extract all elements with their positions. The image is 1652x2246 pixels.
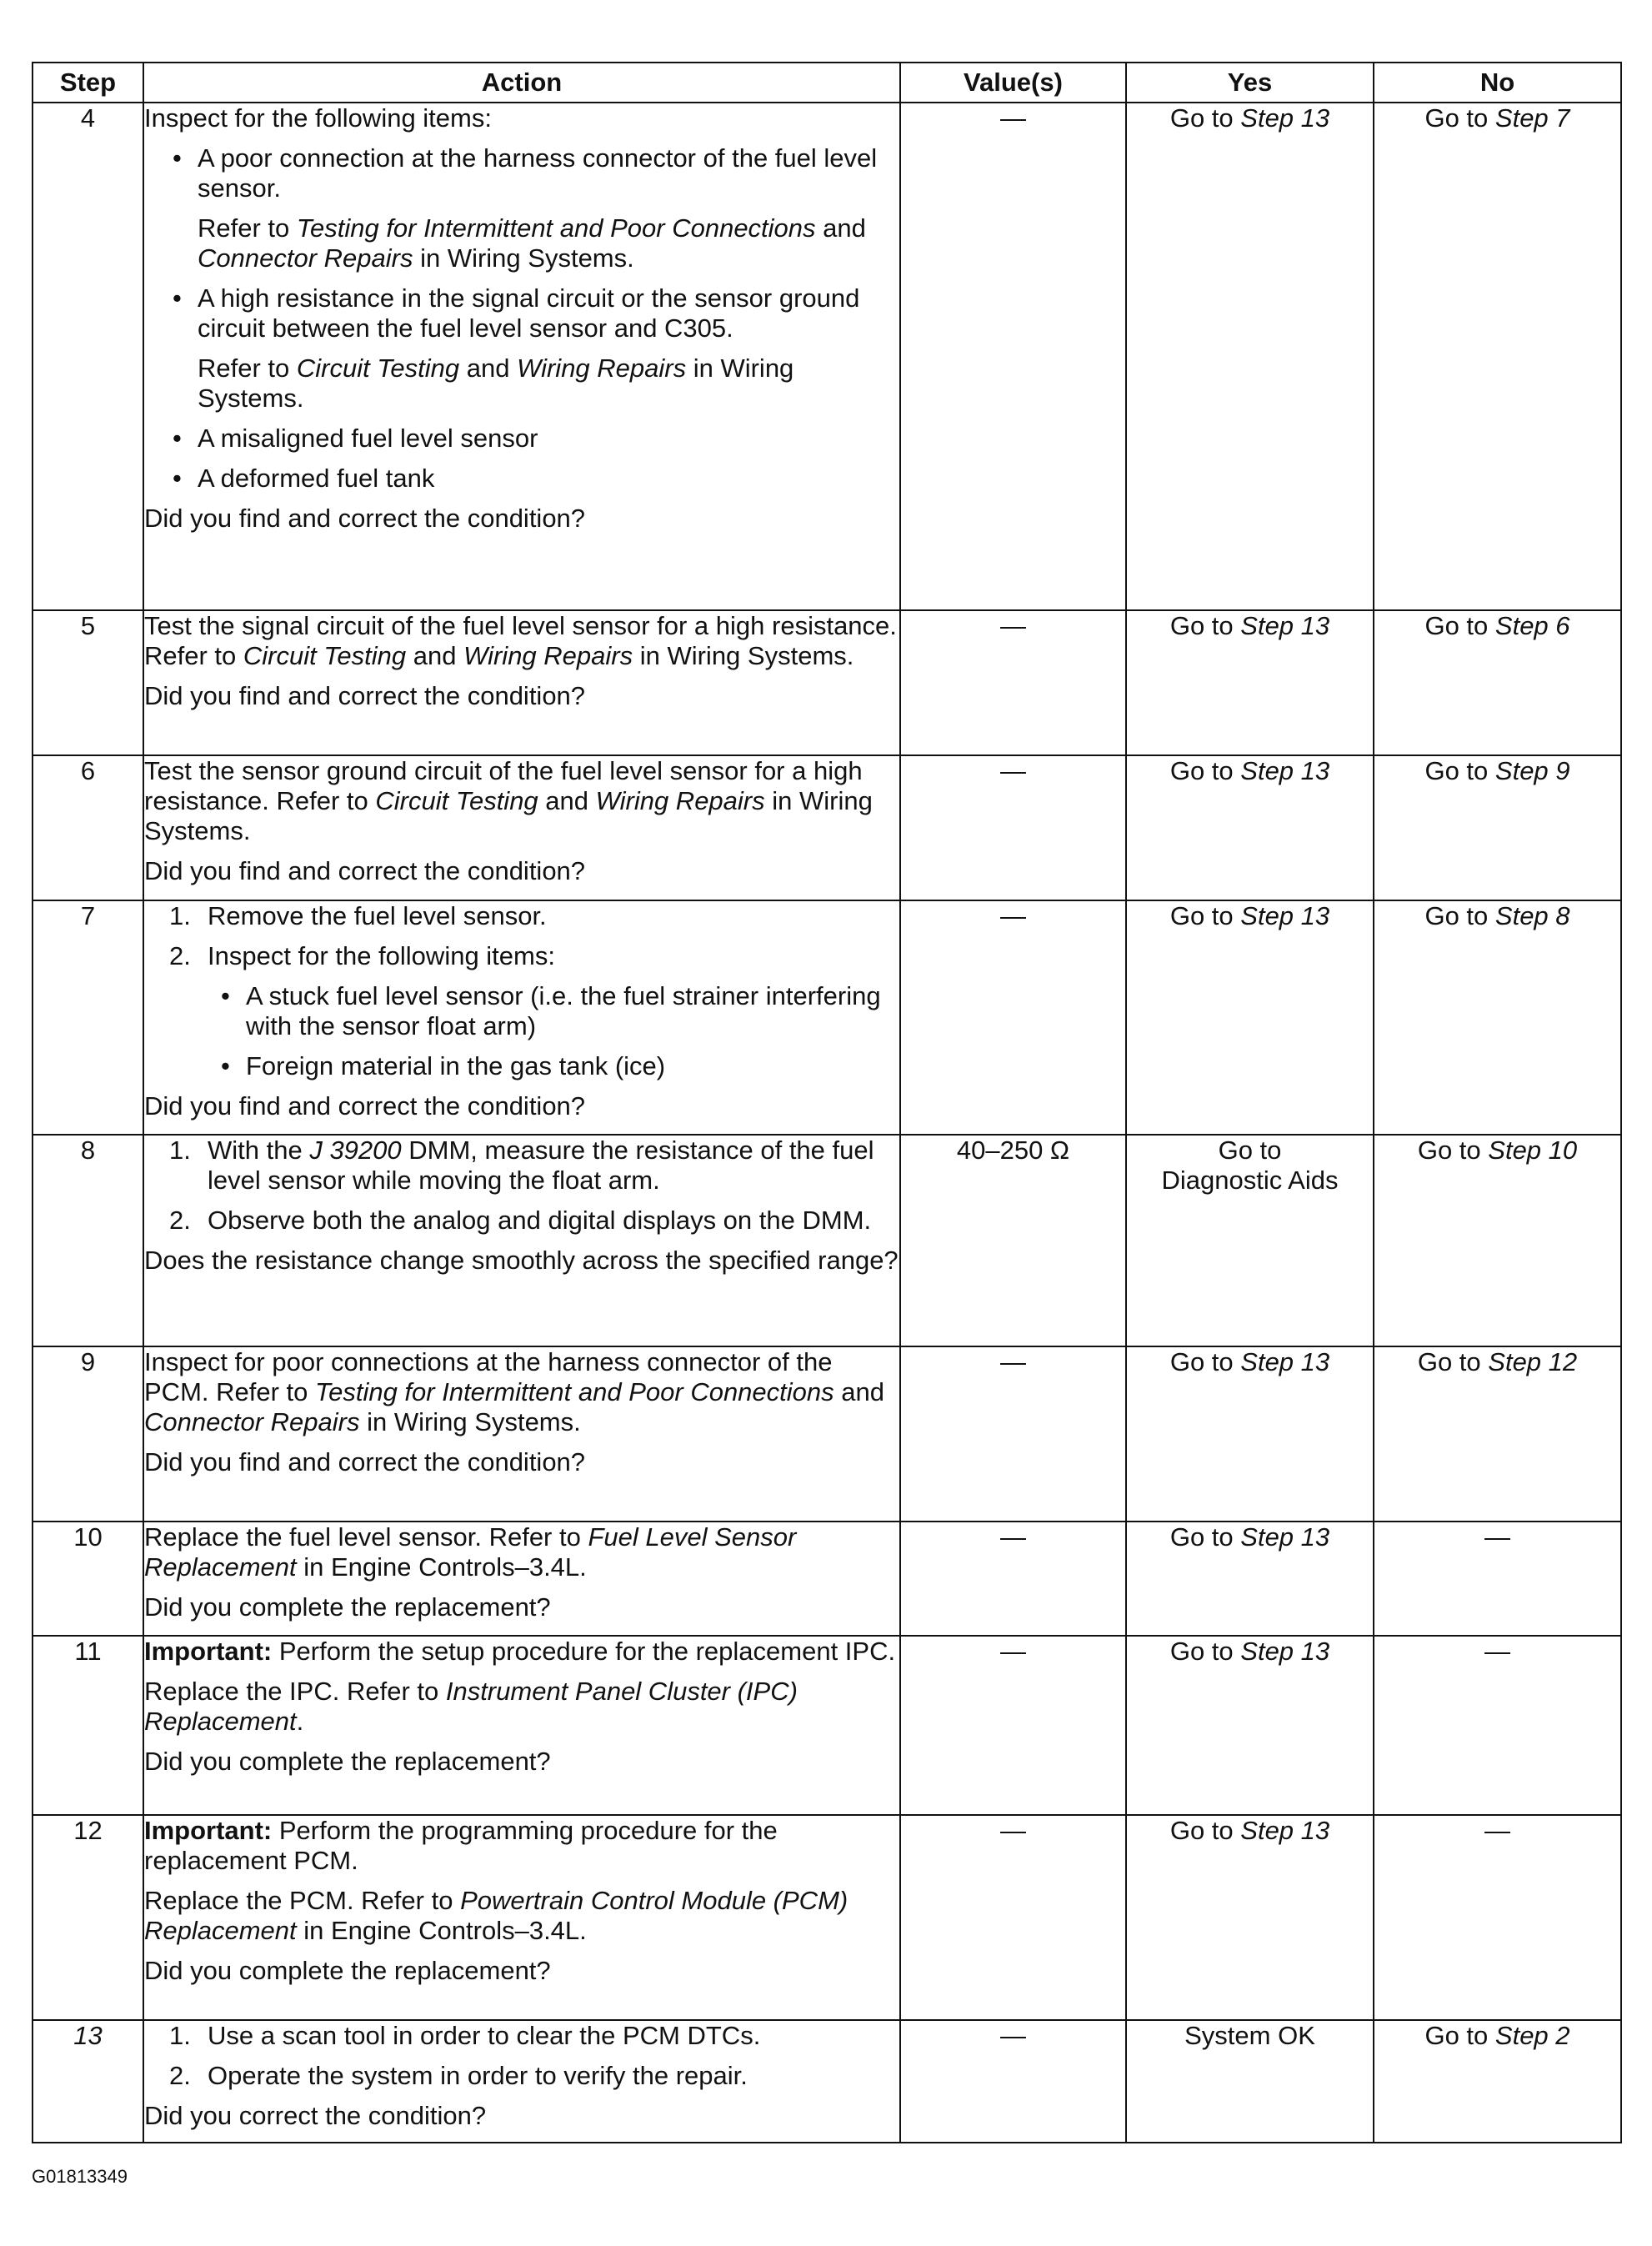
action-intro: Inspect for the following items: <box>144 103 492 133</box>
yes-cell: Go to Step 13 <box>1126 1636 1374 1815</box>
step-number: 12 <box>33 1815 143 2020</box>
action-cell <box>143 1815 900 2020</box>
action-cell <box>143 1636 900 1815</box>
action-question: Did you find and correct the condition? <box>144 1091 586 1120</box>
table-row-step-6 <box>33 755 1621 900</box>
action-question: Did you complete the replacement? <box>144 1592 551 1622</box>
action-cell <box>143 610 900 755</box>
action-cell <box>143 1135 900 1346</box>
action-question: Did you correct the condition? <box>144 2101 487 2130</box>
action-question: Did you complete the replacement? <box>144 1956 551 1985</box>
no-cell: Go to Step 12 <box>1374 1346 1621 1522</box>
action-question: Did you complete the replacement? <box>144 1747 551 1776</box>
action-text: Replace the IPC. Refer to Instrument Panel Cluster (IPC) Replacement. <box>144 1677 798 1736</box>
sub-bullet: • A stuck fuel level sensor (i.e. the fuel strainer interfering with the sensor float arm) <box>144 981 899 1041</box>
table-row-step-11 <box>33 1636 1621 1815</box>
no-cell: — <box>1374 1522 1621 1636</box>
value-cell: — <box>900 2020 1126 2143</box>
diagnostic-table <box>32 62 1622 2143</box>
yes-cell: Go to Step 13 <box>1126 900 1374 1135</box>
action-question: Did you find and correct the condition? <box>144 1447 586 1476</box>
step-number: 7 <box>33 900 143 1135</box>
value-cell: — <box>900 610 1126 755</box>
step-number: 5 <box>33 610 143 755</box>
action-text: Inspect for poor connections at the harness connector of the PCM. Refer to Testing for Intermittent and Poor Connections and Connector Repairs in Wiring Systems. <box>144 1347 884 1436</box>
header-values: Value(s) <box>900 63 1126 103</box>
step-number: 10 <box>33 1522 143 1636</box>
action-bullet: • A deformed fuel tank <box>144 464 899 494</box>
header-step: Step <box>33 63 143 103</box>
table-row-step-12 <box>33 1815 1621 2020</box>
important-note: Important: Perform the programming procedure for the replacement PCM. <box>144 1816 778 1875</box>
value-cell: 40–250 Ω <box>900 1135 1126 1346</box>
action-cell <box>143 755 900 900</box>
action-question: Did you find and correct the condition? <box>144 504 586 533</box>
action-text: Test the sensor ground circuit of the fuel level sensor for a high resistance. Refer to Circuit Testing and Wiring Repairs in Wiring Systems. <box>144 756 873 845</box>
no-cell: Go to Step 10 <box>1374 1135 1621 1346</box>
table-row-step-13 <box>33 2020 1621 2143</box>
yes-cell: Go to Step 13 <box>1126 755 1374 900</box>
action-question: Does the resistance change smoothly across the specified range? <box>144 1246 899 1275</box>
numbered-item: 1. With the J 39200 DMM, measure the resistance of the fuel level sensor while moving the float arm. <box>169 1136 874 1195</box>
figure-id: G01813349 <box>32 2166 128 2187</box>
numbered-item: 2. Inspect for the following items: <box>169 941 555 970</box>
action-text: Replace the fuel level sensor. Refer to Fuel Level Sensor Replacement in Engine Controls–3.4L. <box>144 1522 797 1582</box>
action-bullet: • A poor connection at the harness connector of the fuel level sensor. <box>144 143 899 203</box>
action-cell <box>143 1346 900 1522</box>
no-cell: Go to Step 7 <box>1374 103 1621 610</box>
action-bullet: • A misaligned fuel level sensor <box>144 424 899 454</box>
yes-cell: Go to Step 13 <box>1126 1815 1374 2020</box>
value-cell: — <box>900 900 1126 1135</box>
value-cell: — <box>900 1636 1126 1815</box>
no-cell: — <box>1374 1815 1621 2020</box>
no-cell: Go to Step 2 <box>1374 2020 1621 2143</box>
step-number: 8 <box>33 1135 143 1346</box>
value-cell: — <box>900 1522 1126 1636</box>
action-cell <box>143 2020 900 2143</box>
no-cell: Go to Step 8 <box>1374 900 1621 1135</box>
numbered-item: 1. Remove the fuel level sensor. <box>169 901 547 930</box>
yes-cell: System OK <box>1126 2020 1374 2143</box>
value-cell: — <box>900 755 1126 900</box>
yes-cell: Go to Step 13 <box>1126 1522 1374 1636</box>
action-cell <box>143 103 900 610</box>
numbered-item: 2. Operate the system in order to verify the repair. <box>169 2061 748 2090</box>
action-text: Test the signal circuit of the fuel level sensor for a high resistance. Refer to Circuit Testing and Wiring Repairs in Wiring Systems. <box>144 611 897 670</box>
value-cell: — <box>900 1815 1126 2020</box>
numbered-item: 2. Observe both the analog and digital displays on the DMM. <box>169 1206 872 1235</box>
important-note: Important: Perform the setup procedure for the replacement IPC. <box>144 1637 896 1666</box>
table-row-step-9 <box>33 1346 1621 1522</box>
action-bullet: • A high resistance in the signal circuit or the sensor ground circuit between the fuel level sensor and C305. <box>144 283 899 343</box>
header-action: Action <box>143 63 900 103</box>
action-cell <box>143 900 900 1135</box>
no-cell: Go to Step 9 <box>1374 755 1621 900</box>
table-header-row <box>33 63 1621 103</box>
header-no: No <box>1374 63 1621 103</box>
table-row-step-7 <box>33 900 1621 1135</box>
no-cell: Go to Step 6 <box>1374 610 1621 755</box>
value-cell: — <box>900 103 1126 610</box>
step-number: 6 <box>33 755 143 900</box>
step-number: 4 <box>33 103 143 610</box>
action-question: Did you find and correct the condition? <box>144 681 586 710</box>
step-number: 13 <box>33 2020 143 2143</box>
action-question: Did you find and correct the condition? <box>144 856 586 885</box>
action-reference: Refer to Testing for Intermittent and Poor Connections and Connector Repairs in Wiring Systems. <box>198 213 866 273</box>
action-reference: Refer to Circuit Testing and Wiring Repairs in Wiring Systems. <box>198 353 794 413</box>
table-row-step-5 <box>33 610 1621 755</box>
header-yes: Yes <box>1126 63 1374 103</box>
value-cell: — <box>900 1346 1126 1522</box>
no-cell: — <box>1374 1636 1621 1815</box>
step-number: 11 <box>33 1636 143 1815</box>
yes-cell: Go to Step 13 <box>1126 103 1374 610</box>
action-cell <box>143 1522 900 1636</box>
diagnostic-table-page <box>32 62 1620 2143</box>
table-row-step-8 <box>33 1135 1621 1346</box>
sub-bullet: • Foreign material in the gas tank (ice) <box>144 1051 899 1081</box>
yes-cell: Go to Diagnostic Aids <box>1126 1135 1374 1346</box>
numbered-item: 1. Use a scan tool in order to clear the PCM DTCs. <box>169 2021 761 2050</box>
table-row-step-4 <box>33 103 1621 610</box>
yes-cell: Go to Step 13 <box>1126 1346 1374 1522</box>
action-text: Replace the PCM. Refer to Powertrain Control Module (PCM) Replacement in Engine Controls–3.4L. <box>144 1886 849 1945</box>
yes-cell: Go to Step 13 <box>1126 610 1374 755</box>
step-number: 9 <box>33 1346 143 1522</box>
table-row-step-10 <box>33 1522 1621 1636</box>
